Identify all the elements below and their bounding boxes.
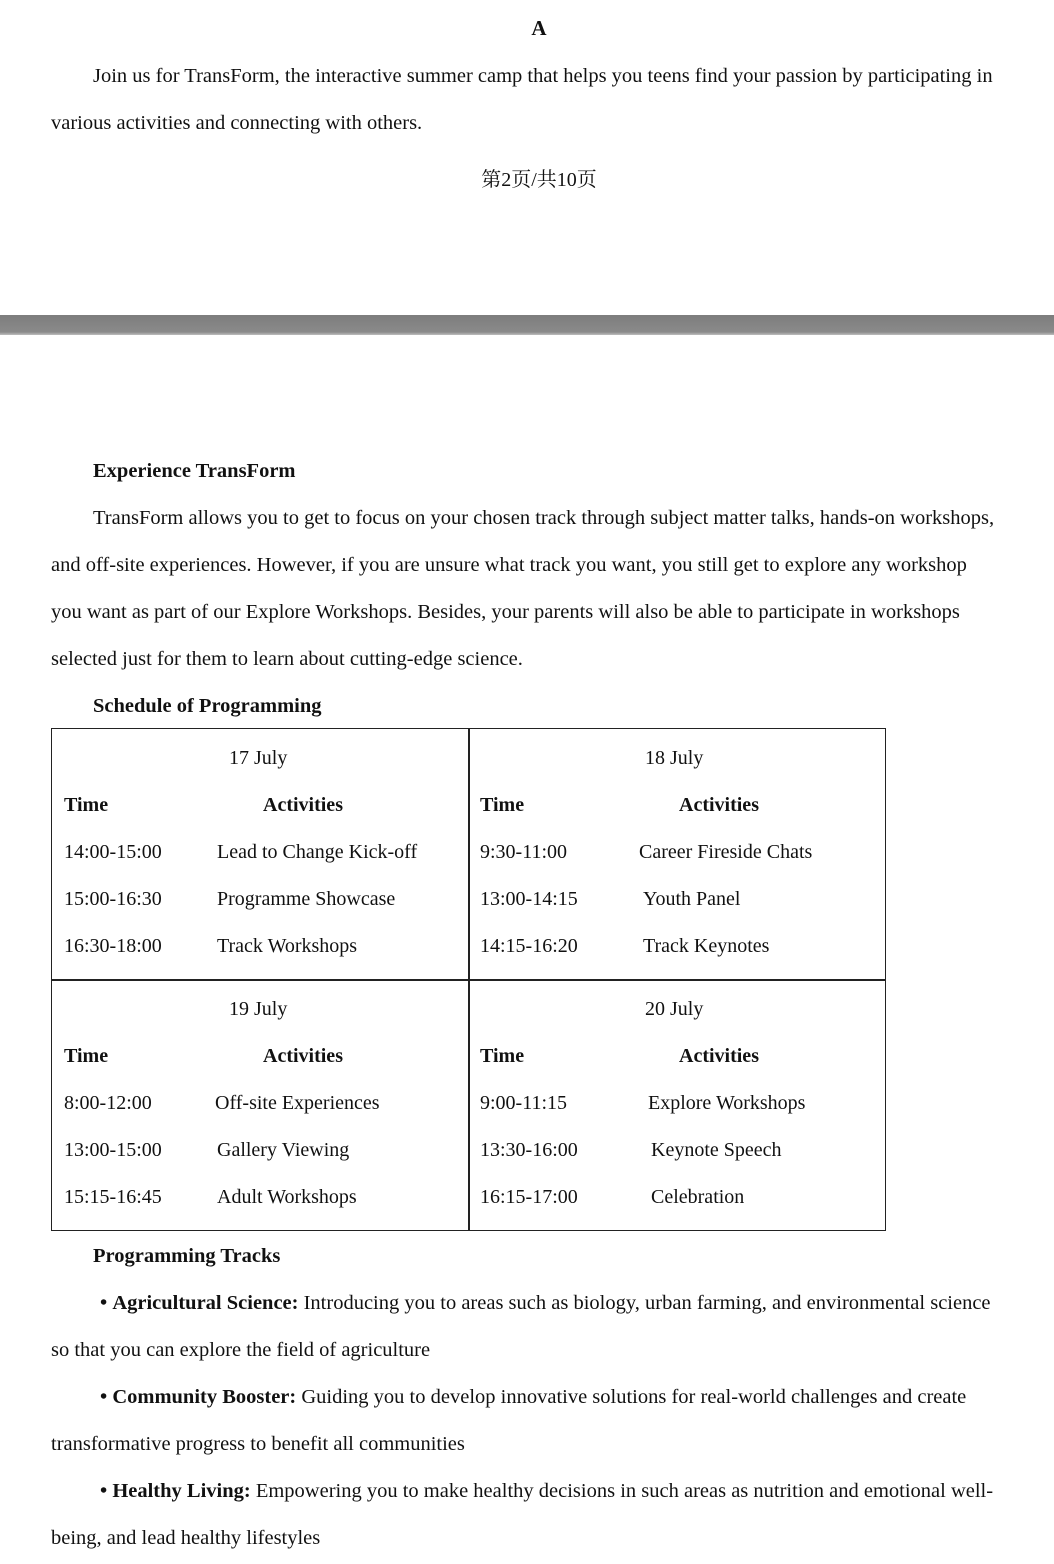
schedule-table <box>51 728 886 1231</box>
day-date: 20 July <box>645 998 704 1020</box>
experience-line: you want as part of our Explore Workshops. Besides, your parents will also be able to participate in workshops <box>51 601 960 623</box>
row-activity: Celebration <box>651 1186 745 1208</box>
experience-line: selected just for them to learn about cutting-edge science. <box>51 648 523 670</box>
page-bottom <box>0 335 1054 1564</box>
row-time: 14:00-15:00 <box>64 841 162 863</box>
row-time: 14:15-16:20 <box>480 935 578 957</box>
row-time: 13:00-14:15 <box>480 888 578 910</box>
row-time: 8:00-12:00 <box>64 1092 152 1114</box>
activities-header: Activities <box>263 794 343 816</box>
page-break-divider <box>0 315 1054 335</box>
track-description-continued: so that you can explore the field of agriculture <box>51 1339 431 1361</box>
track-item-agricultural-science <box>51 1280 1019 1327</box>
experience-line: and off-site experiences. However, if you are unsure what track you want, you still get to explore any workshop <box>51 554 967 576</box>
page-number: 第2页/共10页 <box>481 169 597 191</box>
intro-line: Join us for TransForm, the interactive summer camp that helps you teens find your passion by participating in <box>93 65 993 87</box>
row-activity: Career Fireside Chats <box>639 841 813 863</box>
activities-header: Activities <box>679 794 759 816</box>
track-name: Community Booster: <box>112 1386 297 1408</box>
activities-header: Activities <box>263 1045 343 1067</box>
activities-header: Activities <box>679 1045 759 1067</box>
section-letter: A <box>531 16 547 40</box>
schedule-day-18-july <box>468 729 884 979</box>
intro-line: various activities and connecting with others. <box>51 112 423 134</box>
row-activity: Track Keynotes <box>643 935 770 957</box>
row-activity: Adult Workshops <box>217 1186 357 1208</box>
time-header: Time <box>64 1045 109 1067</box>
track-description: Guiding you to develop innovative solutions for real-world challenges and create <box>296 1386 967 1408</box>
row-time: 13:30-16:00 <box>480 1139 578 1161</box>
row-time: 16:15-17:00 <box>480 1186 578 1208</box>
row-time: 16:30-18:00 <box>64 935 162 957</box>
row-time: 15:15-16:45 <box>64 1186 162 1208</box>
row-time: 15:00-16:30 <box>64 888 162 910</box>
track-description-continued: transformative progress to benefit all communities <box>51 1433 465 1455</box>
track-item-healthy-living <box>51 1468 1019 1515</box>
row-time: 13:00-15:00 <box>64 1139 162 1161</box>
row-activity: Gallery Viewing <box>217 1139 350 1161</box>
row-time: 9:00-11:15 <box>480 1092 568 1114</box>
row-activity: Lead to Change Kick-off <box>217 841 418 863</box>
row-activity: Track Workshops <box>217 935 358 957</box>
track-name: Healthy Living: <box>112 1480 251 1502</box>
time-header: Time <box>480 794 525 816</box>
time-header: Time <box>64 794 109 816</box>
track-description: Introducing you to areas such as biology, urban farming, and environmental science <box>298 1292 991 1314</box>
row-activity: Programme Showcase <box>217 888 396 910</box>
row-activity: Youth Panel <box>643 888 741 910</box>
experience-line: TransForm allows you to get to focus on your chosen track through subject matter talks, hands-on workshops, <box>93 507 995 529</box>
row-activity: Explore Workshops <box>648 1092 806 1114</box>
track-item-community-booster <box>51 1374 1019 1421</box>
day-date: 18 July <box>645 747 704 769</box>
row-activity: Off-site Experiences <box>215 1092 380 1114</box>
track-name: Agricultural Science: <box>112 1292 299 1314</box>
row-time: 9:30-11:00 <box>480 841 568 863</box>
row-activity: Keynote Speech <box>651 1139 782 1161</box>
schedule-day-19-july <box>52 980 468 1230</box>
tracks-heading: Programming Tracks <box>93 1245 281 1267</box>
track-description: Empowering you to make healthy decisions in such areas as nutrition and emotional well- <box>250 1480 994 1502</box>
experience-section <box>51 448 1019 730</box>
bullet-icon: • <box>100 1386 108 1408</box>
time-header: Time <box>480 1045 525 1067</box>
schedule-day-17-july <box>52 729 468 979</box>
track-description-continued: being, and lead healthy lifestyles <box>51 1527 321 1549</box>
day-date: 19 July <box>229 998 288 1020</box>
schedule-heading: Schedule of Programming <box>93 695 322 717</box>
day-date: 17 July <box>229 747 288 769</box>
experience-heading: Experience TransForm <box>93 460 296 482</box>
bullet-icon: • <box>100 1292 108 1314</box>
intro-paragraph <box>51 53 1019 147</box>
page-top <box>0 0 1054 315</box>
schedule-day-20-july <box>468 980 884 1230</box>
bullet-icon: • <box>100 1480 108 1502</box>
tracks-section <box>51 1233 1019 1562</box>
